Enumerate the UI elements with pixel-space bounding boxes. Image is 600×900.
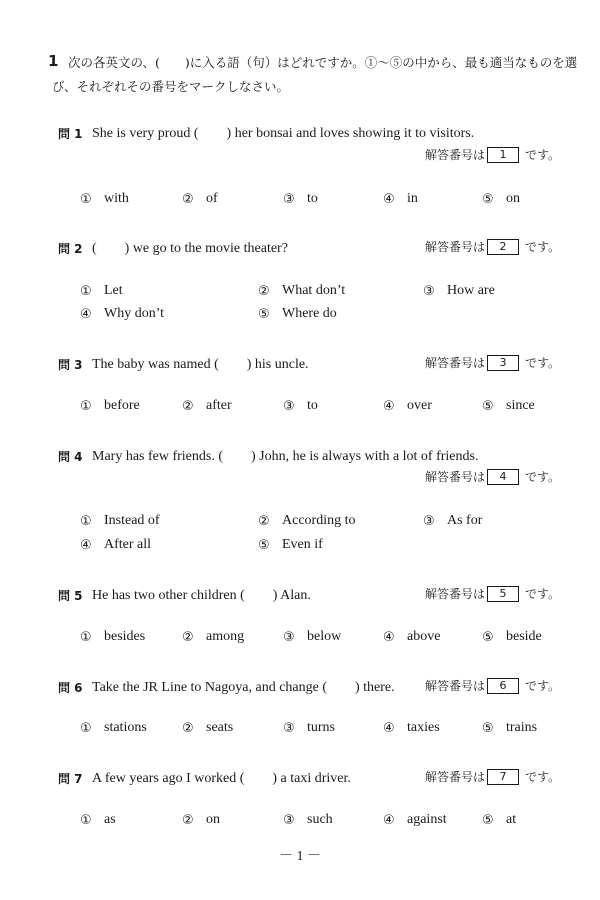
answer-suffix: です。 — [525, 587, 561, 601]
q6-option-3[interactable] — [283, 720, 335, 736]
option-mark: ⑤ — [482, 812, 494, 828]
option-text: to — [307, 191, 318, 206]
q5-option-4[interactable] — [383, 629, 440, 645]
option-text: Why don’t — [104, 306, 165, 321]
question-4-label: 問 4 — [58, 450, 83, 464]
option-mark: ③ — [283, 720, 295, 736]
option-text: with — [104, 191, 129, 206]
q5-option-2[interactable] — [182, 629, 244, 645]
option-mark: ③ — [283, 398, 295, 414]
answer-box[interactable]: 5 — [487, 586, 519, 602]
question-1-answer-number — [425, 146, 560, 163]
q2-option-4[interactable] — [80, 306, 164, 322]
option-text: after — [206, 398, 232, 413]
question-6-answer-number — [425, 677, 560, 694]
q1-option-3[interactable] — [283, 191, 318, 207]
answer-suffix: です。 — [525, 148, 561, 162]
q4-option-4[interactable] — [80, 537, 151, 553]
q3-option-3[interactable] — [283, 398, 318, 414]
answer-prefix: 解答番号は — [425, 679, 486, 693]
q7-option-1[interactable] — [80, 812, 116, 828]
section-number: 1 — [48, 52, 59, 70]
option-mark: ① — [80, 398, 92, 414]
q5-option-3[interactable] — [283, 629, 341, 645]
option-text: on — [206, 812, 220, 827]
option-text: seats — [206, 720, 234, 735]
q6-option-2[interactable] — [182, 720, 233, 736]
q2-option-1[interactable] — [80, 283, 123, 299]
q4-option-1[interactable] — [80, 513, 160, 529]
answer-suffix: です。 — [525, 470, 561, 484]
question-4-answer-number — [425, 468, 560, 485]
option-text: Where do — [282, 306, 337, 321]
option-mark: ⑤ — [482, 398, 494, 414]
option-mark: ② — [182, 398, 194, 414]
answer-box[interactable]: 3 — [487, 355, 519, 371]
instruction-line-1: 次の各英文の、( )に入る語（句）はどれですか。①～⑤の中から、最も適当なものを選 — [68, 55, 578, 70]
question-4-text: Mary has few friends. ( ) John, he is always with a lot of friends. — [92, 449, 479, 464]
option-mark: ③ — [283, 191, 295, 207]
option-mark: ④ — [80, 306, 92, 322]
question-5-answer-number — [425, 585, 560, 602]
option-text: over — [407, 398, 432, 413]
option-mark: ⑤ — [482, 629, 494, 645]
q4-option-2[interactable] — [258, 513, 355, 529]
option-text: since — [506, 398, 535, 413]
option-text: taxies — [407, 720, 440, 735]
q7-option-5[interactable] — [482, 812, 516, 828]
q3-option-5[interactable] — [482, 398, 535, 414]
option-mark: ② — [182, 812, 194, 828]
option-text: beside — [506, 629, 542, 644]
answer-prefix: 解答番号は — [425, 470, 486, 484]
q2-option-2[interactable] — [258, 283, 345, 299]
option-text: trains — [506, 720, 538, 735]
q7-option-2[interactable] — [182, 812, 220, 828]
answer-box[interactable]: 1 — [487, 147, 519, 163]
question-3-text: The baby was named ( ) his uncle. — [92, 357, 309, 372]
q1-option-2[interactable] — [182, 191, 218, 207]
option-text: among — [206, 629, 245, 644]
option-mark: ② — [182, 720, 194, 736]
option-text: Let — [104, 283, 123, 298]
q2-option-3[interactable] — [423, 283, 495, 299]
question-5-text: He has two other children ( ) Alan. — [92, 588, 311, 603]
option-mark: ① — [80, 812, 92, 828]
option-mark: ② — [258, 513, 270, 529]
option-mark: ② — [258, 283, 270, 299]
q4-option-3[interactable] — [423, 513, 482, 529]
option-text: Instead of — [104, 513, 160, 528]
option-mark: ④ — [383, 191, 395, 207]
question-6-text: Take the JR Line to Nagoya, and change ( ) there. — [92, 680, 395, 695]
q6-option-4[interactable] — [383, 720, 440, 736]
option-mark: ② — [182, 629, 194, 645]
question-2-text: ( ) we go to the movie theater? — [92, 241, 288, 256]
option-mark: ③ — [283, 629, 295, 645]
option-mark: ③ — [423, 513, 435, 529]
option-text: Even if — [282, 537, 323, 552]
q1-option-4[interactable] — [383, 191, 418, 207]
question-7-label: 問 7 — [58, 772, 83, 786]
answer-box[interactable]: 6 — [487, 678, 519, 694]
option-text: above — [407, 629, 441, 644]
question-7-text: A few years ago I worked ( ) a taxi driver. — [92, 771, 351, 786]
option-mark: ④ — [383, 629, 395, 645]
answer-suffix: です。 — [525, 356, 561, 370]
answer-prefix: 解答番号は — [425, 240, 486, 254]
answer-suffix: です。 — [525, 679, 561, 693]
question-2-answer-number — [425, 238, 560, 255]
option-text: before — [104, 398, 140, 413]
option-mark: ④ — [383, 720, 395, 736]
q6-option-5[interactable] — [482, 720, 537, 736]
option-mark: ① — [80, 283, 92, 299]
q6-option-1[interactable] — [80, 720, 147, 736]
option-mark: ⑤ — [258, 306, 270, 322]
q3-option-2[interactable] — [182, 398, 232, 414]
option-text: turns — [307, 720, 335, 735]
option-text: After all — [104, 537, 152, 552]
question-1-text: She is very proud ( ) her bonsai and loves showing it to visitors. — [92, 126, 475, 141]
answer-suffix: です。 — [525, 770, 561, 784]
answer-prefix: 解答番号は — [425, 770, 486, 784]
option-text: to — [307, 398, 318, 413]
answer-prefix: 解答番号は — [425, 587, 486, 601]
q3-option-1[interactable] — [80, 398, 140, 414]
option-text: as — [104, 812, 116, 827]
question-1-label: 問 1 — [58, 127, 83, 141]
question-2-label: 問 2 — [58, 242, 83, 256]
option-mark: ① — [80, 191, 92, 207]
option-text: in — [407, 191, 418, 206]
q5-option-5[interactable] — [482, 629, 542, 645]
option-text: What don’t — [282, 283, 346, 298]
q4-option-5[interactable] — [258, 537, 323, 553]
answer-suffix: です。 — [525, 240, 561, 254]
option-text: below — [307, 629, 342, 644]
page-number: － 1 － — [279, 849, 321, 864]
q7-option-3[interactable] — [283, 812, 333, 828]
option-mark: ④ — [383, 398, 395, 414]
option-text: against — [407, 812, 447, 827]
q3-option-4[interactable] — [383, 398, 432, 414]
q5-option-1[interactable] — [80, 629, 145, 645]
question-3-answer-number — [425, 354, 560, 371]
answer-box[interactable]: 2 — [487, 239, 519, 255]
option-mark: ① — [80, 513, 92, 529]
answer-prefix: 解答番号は — [425, 148, 486, 162]
answer-box[interactable]: 4 — [487, 469, 519, 485]
option-text: at — [506, 812, 517, 827]
q1-option-5[interactable] — [482, 191, 520, 207]
option-mark: ④ — [383, 812, 395, 828]
q2-option-5[interactable] — [258, 306, 337, 322]
question-7-answer-number — [425, 768, 560, 785]
option-mark: ① — [80, 720, 92, 736]
option-text: on — [506, 191, 520, 206]
q1-option-1[interactable] — [80, 191, 129, 207]
question-5-label: 問 5 — [58, 589, 83, 603]
instruction-line-2: び、それぞれその番号をマークしなさい。 — [52, 79, 290, 94]
option-mark: ② — [182, 191, 194, 207]
option-text: such — [307, 812, 333, 827]
option-text: How are — [447, 283, 495, 298]
option-mark: ③ — [423, 283, 435, 299]
answer-prefix: 解答番号は — [425, 356, 486, 370]
option-text: According to — [282, 513, 356, 528]
option-mark: ⑤ — [482, 720, 494, 736]
option-text: stations — [104, 720, 147, 735]
q7-option-4[interactable] — [383, 812, 447, 828]
answer-box[interactable]: 7 — [487, 769, 519, 785]
option-mark: ③ — [283, 812, 295, 828]
option-text: besides — [104, 629, 146, 644]
option-mark: ④ — [80, 537, 92, 553]
option-text: of — [206, 191, 218, 206]
option-mark: ⑤ — [482, 191, 494, 207]
option-text: As for — [447, 513, 483, 528]
option-mark: ① — [80, 629, 92, 645]
question-3-label: 問 3 — [58, 358, 83, 372]
option-mark: ⑤ — [258, 537, 270, 553]
question-6-label: 問 6 — [58, 681, 83, 695]
